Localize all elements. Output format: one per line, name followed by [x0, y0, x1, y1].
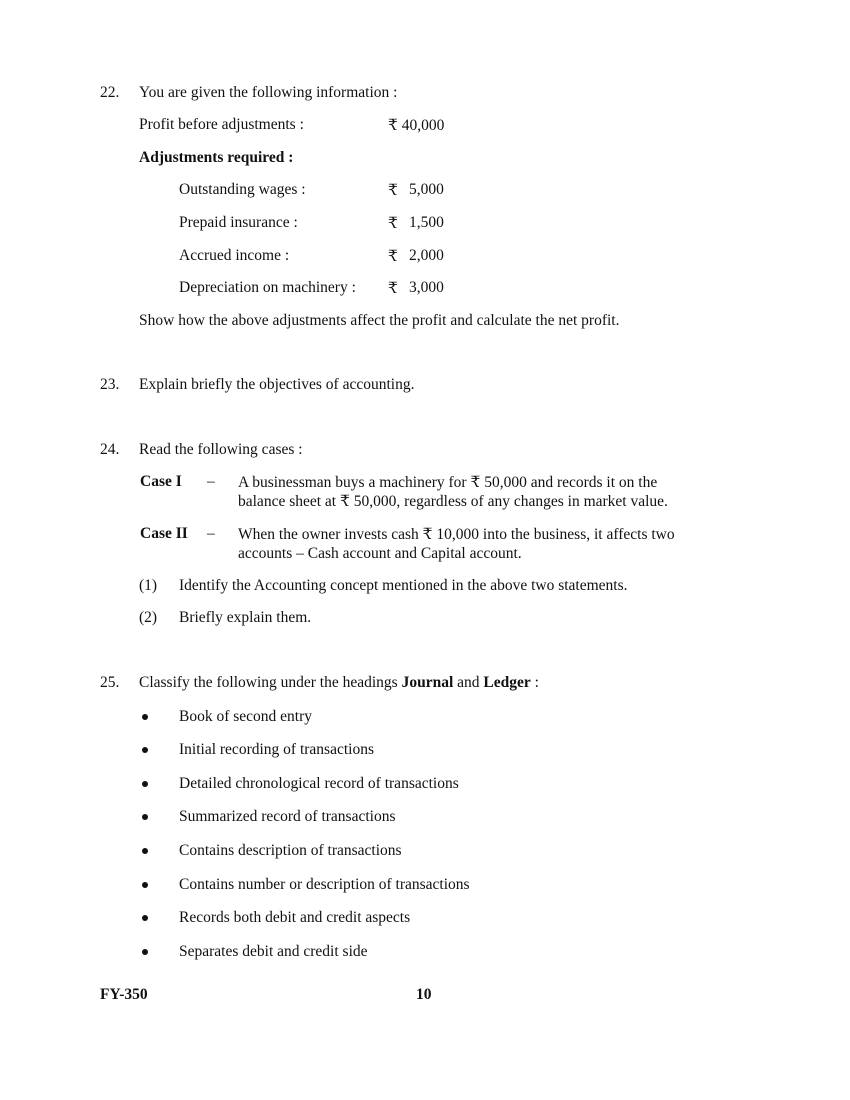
bullet-icon — [142, 848, 148, 854]
case-label: Case I — [140, 473, 182, 490]
case-text — [238, 473, 718, 511]
list-item-text: Contains number or description of transactions — [179, 876, 470, 893]
adjustment-label: Depreciation on machinery : — [179, 279, 356, 296]
list-item-text: Book of second entry — [179, 708, 313, 725]
list-item-text: Summarized record of transactions — [179, 808, 396, 825]
case-text-line: When the owner invests cash ₹ 10,000 into the business, it affects two — [238, 526, 675, 543]
question-number: 25. — [100, 674, 120, 691]
paper-code: FY-350 — [100, 986, 148, 1003]
heading-journal: Journal — [401, 674, 454, 691]
profit-value: ₹ 40,000 — [388, 117, 445, 134]
list-item-text: Records both debit and credit aspects — [179, 909, 411, 926]
profit-label: Profit before adjustments : — [139, 116, 304, 133]
adjustment-label: Outstanding wages : — [179, 181, 306, 198]
intro-prefix: Classify the following under the headings — [139, 674, 398, 691]
page-number: 10 — [416, 986, 432, 1003]
heading-ledger: Ledger — [483, 674, 531, 691]
adjustment-label: Accrued income : — [179, 247, 290, 264]
adjustments-heading: Adjustments required : — [139, 149, 294, 166]
adjustment-amount: 1,500 — [409, 214, 444, 231]
case-label: Case II — [140, 525, 188, 542]
rupee-symbol: ₹ — [388, 280, 398, 297]
bullet-icon — [142, 747, 148, 753]
subquestion-text: Identify the Accounting concept mentioned in the above two statements. — [179, 577, 628, 594]
question-intro — [139, 674, 539, 692]
question-instruction: Show how the above adjustments affect the profit and calculate the net profit. — [139, 312, 620, 329]
case-dash: – — [207, 473, 215, 490]
subquestion-text: Briefly explain them. — [179, 609, 312, 626]
adjustment-label: Prepaid insurance : — [179, 214, 298, 231]
case-dash: – — [207, 525, 215, 542]
bullet-icon — [142, 915, 148, 921]
question-number: 22. — [100, 84, 120, 101]
question-number: 23. — [100, 376, 120, 393]
question-number: 24. — [100, 441, 120, 458]
subquestion-number: (1) — [139, 577, 158, 594]
case-text-line: accounts – Cash account and Capital account. — [238, 545, 522, 562]
rupee-symbol: ₹ — [388, 182, 398, 199]
question-intro: You are given the following information : — [139, 84, 398, 101]
bullet-icon — [142, 882, 148, 888]
subquestion-number: (2) — [139, 609, 158, 626]
case-text-line: balance sheet at ₹ 50,000, regardless of any changes in market value. — [238, 493, 668, 510]
question-intro: Read the following cases : — [139, 441, 303, 458]
case-text — [238, 525, 718, 563]
adjustment-amount: 2,000 — [409, 247, 444, 264]
list-item-text: Initial recording of transactions — [179, 741, 374, 758]
bullet-icon — [142, 949, 148, 955]
adjustment-amount: 5,000 — [409, 181, 444, 198]
intro-and: and — [457, 674, 480, 691]
adjustment-amount: 3,000 — [409, 279, 444, 296]
intro-suffix: : — [534, 674, 539, 691]
question-text: Explain briefly the objectives of accounting. — [139, 376, 415, 393]
list-item-text: Contains description of transactions — [179, 842, 402, 859]
case-text-line: A businessman buys a machinery for ₹ 50,000 and records it on the — [238, 474, 658, 491]
list-item-text: Detailed chronological record of transactions — [179, 775, 459, 792]
bullet-icon — [142, 781, 148, 787]
bullet-icon — [142, 714, 148, 720]
rupee-symbol: ₹ — [388, 248, 398, 265]
list-item-text: Separates debit and credit side — [179, 943, 368, 960]
bullet-icon — [142, 814, 148, 820]
rupee-symbol: ₹ — [388, 215, 398, 232]
